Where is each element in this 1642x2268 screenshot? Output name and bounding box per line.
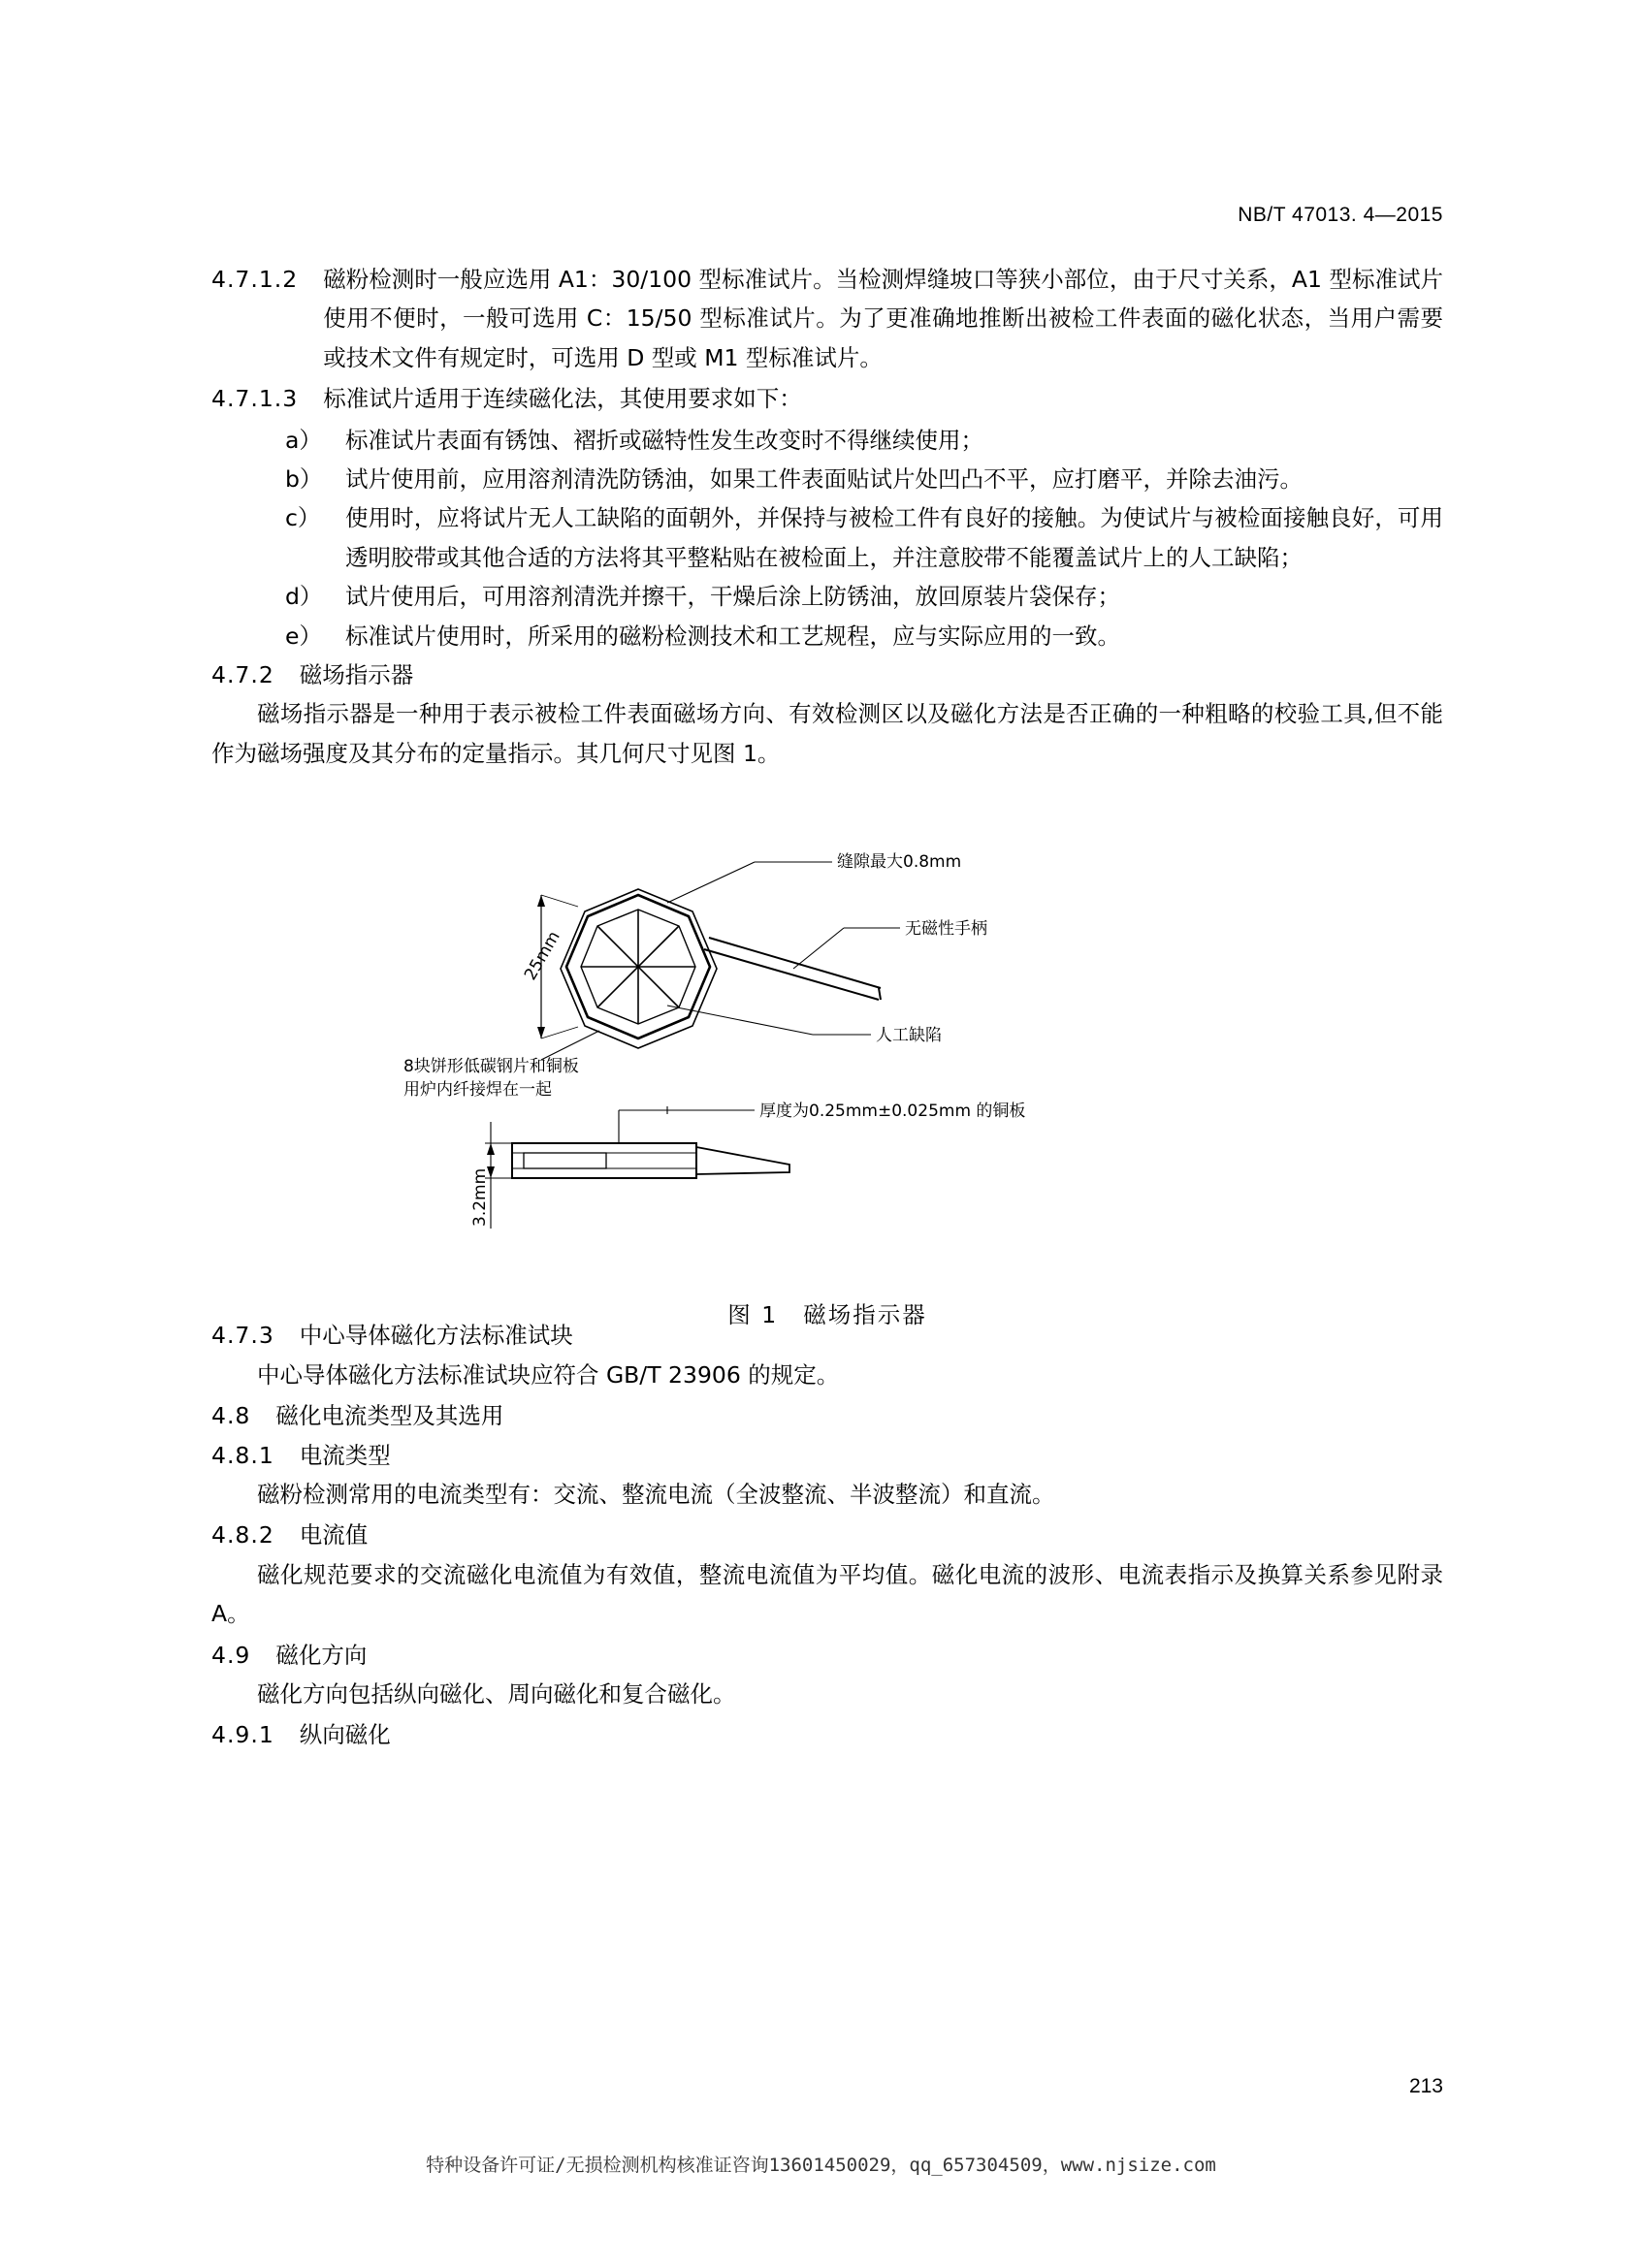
section-number: 4.7.3 [211,1322,274,1350]
side-view-body [512,1143,696,1178]
section-number: 4.9.1 [211,1721,274,1749]
figure-label-handle: 无磁性手柄 [905,919,987,940]
clause-4-7-1-3 [211,379,1443,418]
figure-label-thickness: 厚度为0.25mm±0.025mm 的铜板 [759,1102,1026,1122]
list-item [285,421,1443,460]
list-marker: c） [285,504,321,532]
section-title: 磁化方向 [275,1641,368,1669]
page-number: 213 [1408,2075,1443,2097]
section-number: 4.7.2 [211,661,274,689]
list-item [285,617,1443,655]
figure-caption [211,1296,1443,1329]
figure-label-gap: 缝隙最大0.8mm [837,852,962,873]
section-title: 磁场指示器 [299,661,414,689]
figure-label-defect: 人工缺陷 [876,1026,942,1046]
section-title: 纵向磁化 [299,1721,391,1749]
list-item-text: 试片使用前，应用溶剂清洗防锈油，如果工件表面贴试片处凹凸不平，应打磨平，并除去油污。 [345,465,1303,494]
section-number: 4.8.1 [211,1441,274,1469]
figure-note-line1: 8块饼形低碳钢片和铜板 [403,1057,579,1077]
section-4-7-3-body: 中心导体磁化方法标准试块应符合 GB/T 23906 的规定。 [257,1360,840,1389]
list-marker: d） [285,583,323,611]
list-item [285,577,1443,616]
section-title: 电流值 [299,1521,369,1549]
list-marker: b） [285,465,323,494]
figure-1 [211,802,1443,1329]
section-title: 电流类型 [299,1441,391,1469]
clause-number: 4.7.1.2 [211,266,299,293]
list-item-text: 使用时，应将试片无人工缺陷的面朝外，并保持与被检工件有良好的接触。为使试片与被检面接触良好，可用透明胶带或其他合适的方法将其平整粘贴在被检面上，并注意胶带不能覆盖试片上的人工缺陷； [345,504,1443,571]
list-item [285,460,1443,498]
section-4-8-2-body: 磁化规范要求的交流磁化电流值为有效值，整流电流值为平均值。磁化电流的波形、电流表指示及换算关系参见附录 A。 [211,1560,1443,1628]
section-heading-4-8-1 [211,1436,1443,1475]
figure-dim-25mm: 25mm [521,928,564,984]
section-heading-4-8-2 [211,1516,1443,1554]
section-title: 磁化电流类型及其选用 [275,1402,504,1430]
section-heading-4-9-1 [211,1715,1443,1754]
figure-caption-label: 图 1 [727,1301,779,1329]
section-heading-4-7-2 [211,655,1443,694]
section-4-8-1-body: 磁粉检测常用的电流类型有：交流、整流电流（全波整流、半波整流）和直流。 [257,1480,1055,1508]
page-content [211,204,1443,1755]
clause-text: 磁粉检测时一般应选用 A1：30/100 型标准试片。当检测焊缝坡口等狭小部位，由于尺寸关系，A1 型标准试片使用不便时，一般可选用 C：15/50 型标准试片。为了更准确地推断出被检工件表面的磁化状态，当用户需要或技术文件有规定时，可选用 D 型或 M1 型标准试片。 [323,266,1443,371]
section-heading-4-8 [211,1396,1443,1435]
figure-note-line2: 用炉内纤接焊在一起 [403,1080,552,1101]
section-4-9-body: 磁化方向包括纵向磁化、周向磁化和复合磁化。 [257,1679,736,1708]
list-item-text: 试片使用后，可用溶剂清洗并擦干，干燥后涂上防锈油，放回原装片袋保存； [345,583,1120,611]
magnetic-field-indicator-diagram [211,802,1443,1287]
figure-caption-title: 磁场指示器 [803,1301,927,1329]
section-number: 4.8.2 [211,1521,274,1549]
list-marker: a） [285,426,322,454]
section-title: 中心导体磁化方法标准试块 [299,1322,573,1350]
clause-number: 4.7.1.3 [211,385,299,413]
section-number: 4.8 [211,1402,251,1430]
figure-dim-3-2mm: 3.2mm [470,1168,490,1228]
clause-text: 标准试片适用于连续磁化法，其使用要求如下： [323,385,802,413]
section-heading-4-9 [211,1636,1443,1675]
footer-note: 特种设备许可证/无损检测机构核准证咨询13601450029，qq_657304509，www.njsize.com [426,2155,1216,2176]
list-marker: e） [285,622,322,650]
standard-code-header: NB/T 47013. 4—2015 [1238,204,1443,226]
list-item-text: 标准试片表面有锈蚀、褶折或磁特性发生改变时不得继续使用； [345,426,983,454]
list-item-text: 标准试片使用时，所采用的磁粉检测技术和工艺规程，应与实际应用的一致。 [345,622,1120,650]
clause-4-7-1-2 [211,260,1443,377]
section-number: 4.9 [211,1641,251,1669]
section-4-7-2-body: 磁场指示器是一种用于表示被检工件表面磁场方向、有效检测区以及磁化方法是否正确的一种粗略的校验工具,但不能作为磁场强度及其分布的定量指示。其几何尺寸见图 1。 [211,700,1443,767]
list-item [285,498,1443,577]
